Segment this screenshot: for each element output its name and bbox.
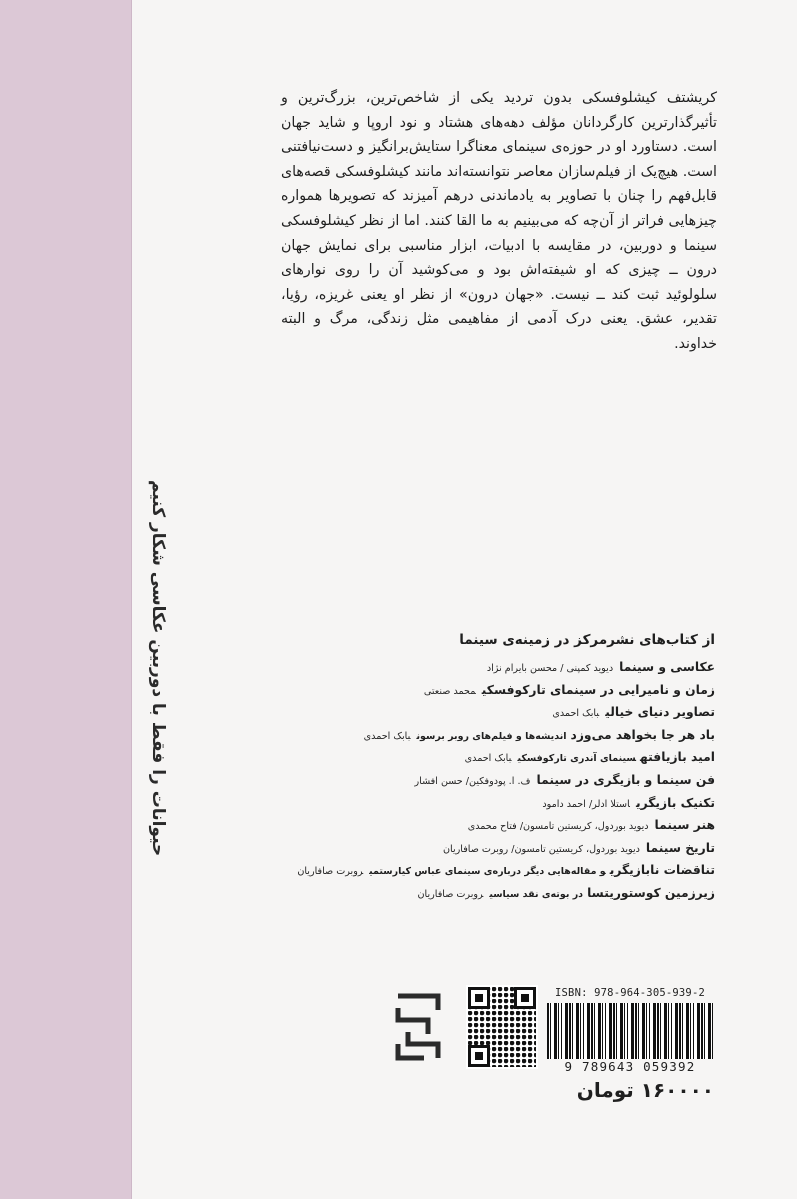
book-authors: روبرت صافاریان bbox=[297, 866, 364, 878]
book-list-item bbox=[290, 656, 715, 679]
book-authors: دیوید بوردول، کریستین تامسون/ روبرت صافاریان bbox=[443, 843, 640, 855]
book-title: عکاسی و سینما bbox=[619, 660, 715, 674]
book-subtitle: اندیشه‌ها و فیلم‌های روبر برسون bbox=[416, 730, 567, 742]
book-authors: دیوید کمپنی / محسن بایرام نژاد bbox=[486, 663, 614, 674]
book-title: زیرزمین کوستوریتسا bbox=[587, 885, 715, 900]
book-subtitle: در بوته‌ی نقد سیاسی bbox=[489, 888, 584, 900]
book-title: زمان و نامیرایی در سینمای تارکوفسکی bbox=[481, 682, 715, 697]
book-title: باد هر جا بخواهد می‌وزد bbox=[570, 727, 715, 742]
book-title: فن سینما و بازیگری در سینما bbox=[536, 772, 715, 787]
qr-finder-icon bbox=[514, 987, 536, 1009]
spine-title: حیوانات را فقط با دوربین عکاسی شکار کنیم bbox=[148, 480, 168, 857]
book-list-item bbox=[290, 746, 715, 769]
barcode-digits: 9 789643 059392 bbox=[564, 1059, 696, 1074]
book-title: امید بازیافته bbox=[640, 750, 715, 765]
qr-finder-icon bbox=[468, 1045, 490, 1067]
book-list-item bbox=[290, 701, 715, 724]
back-cover-blurb bbox=[281, 86, 717, 357]
book-subtitle: و مقاله‌هایی دیگر درباره‌ی سینمای عباس کیارستمی bbox=[369, 866, 606, 878]
book-title: تاریخ سینما bbox=[645, 840, 715, 855]
book-title: تناقضات نابازیگری bbox=[609, 863, 715, 878]
book-list-item bbox=[290, 837, 715, 860]
book-authors: بابک احمدی bbox=[464, 753, 512, 765]
book-list-item bbox=[290, 814, 715, 837]
book-authors: ف. ا. پودوفکین/ حسن افشار bbox=[414, 775, 531, 787]
qr-code bbox=[466, 985, 538, 1069]
book-list-item bbox=[290, 792, 715, 815]
book-title: تکنیک بازیگری bbox=[635, 795, 715, 810]
isbn-barcode bbox=[547, 1003, 713, 1059]
book-authors: بابک احمدی bbox=[363, 730, 411, 742]
book-spine bbox=[0, 0, 132, 1199]
price-label: ۱۶۰۰۰۰ تومان bbox=[576, 1078, 714, 1102]
book-authors: دیوید بوردول، کریستین تامسون/ فتاح محمدی bbox=[467, 821, 649, 833]
publisher-logo-icon bbox=[392, 988, 446, 1064]
book-authors: استلا ادلر/ احمد دامود bbox=[542, 798, 630, 810]
qr-finder-icon bbox=[468, 987, 490, 1009]
book-list-item bbox=[290, 769, 715, 792]
isbn-label: ISBN: 978-964-305-939-2 bbox=[555, 987, 705, 999]
blurb-paragraph: کریشتف کیشلوفسکی بدون تردید یکی از شاخص‌ترین، بزرگ‌ترین و تأثیرگذارترین کارگردانان مؤلف دهه‌های هشتاد و نود اروپا و شاید جهان است. دستاورد او در حوزه‌ی سینمای معناگرا ستایش‌برانگیز و دست‌نیافتنی است. هیچ‌یک از فیلم‌سازان معاصر نتوانسته‌اند مانند کیشلوفسکی قصه‌های قابل‌فهم را چنان با تصاویر به یادماندنی درهم آمیزند که تصویرها همواره چیزهایی فراتر از آن‌چه که می‌بینیم به ما القا کنند. اما از نظر کیشلوفسکی سینما و دوربین، در مقایسه با ادبیات، ابزار مناسبی برای نمایش جهان درون ــ چیزی که او شیفته‌اش بود و می‌کوشید آن را روی نوارهای سلولوئید ثبت کند ــ نیست. «جهان درون» از نظر او یعنی غریزه، رؤیا، تقدیر، عشق. یعنی درک آدمی از مفاهیمی مثل زندگی، مرگ و البته خداوند. bbox=[281, 90, 717, 352]
book-list-item bbox=[290, 724, 715, 747]
book-title: هنر سینما bbox=[654, 818, 715, 833]
related-books-list bbox=[290, 632, 715, 905]
book-authors: روبرت صافاریان bbox=[417, 888, 484, 900]
book-authors: بابک احمدی bbox=[552, 708, 600, 720]
book-title: تصاویر دنیای خیالی bbox=[605, 705, 715, 720]
book-list-item bbox=[290, 679, 715, 702]
book-subtitle: سینمای آندری تارکوفسکی bbox=[517, 753, 637, 765]
book-authors: محمد صنعتی bbox=[423, 685, 476, 697]
book-list-item bbox=[290, 859, 715, 882]
book-items bbox=[290, 656, 715, 905]
book-list-item bbox=[290, 882, 715, 905]
related-books-heading: از کتاب‌های نشرمرکز در زمینه‌ی سینما bbox=[459, 632, 715, 648]
